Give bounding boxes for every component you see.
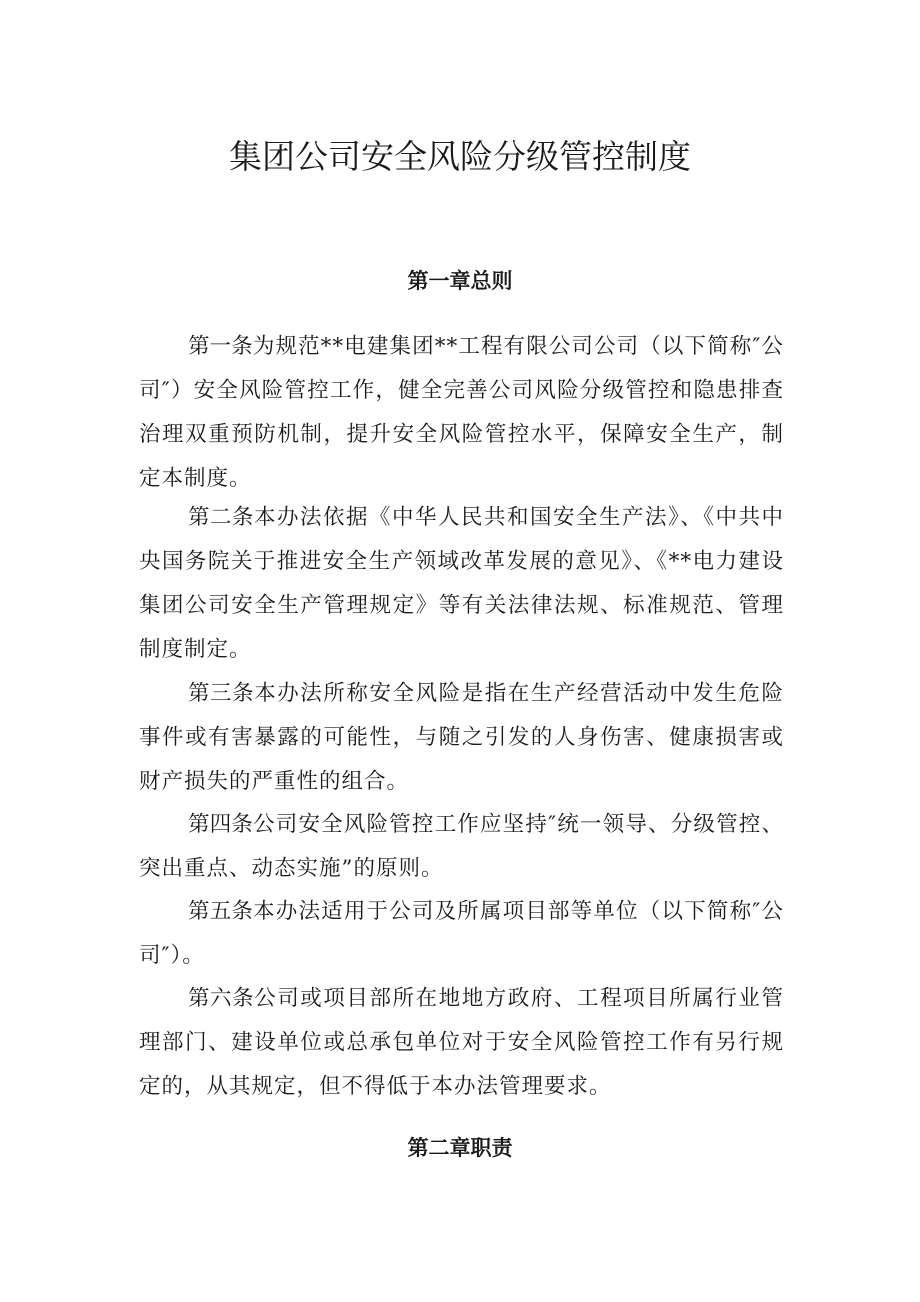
chapter-heading: 第一章总则	[407, 268, 513, 293]
article-paragraph	[139, 325, 784, 501]
article-paragraph	[139, 977, 784, 1109]
article-text: 公司或项目部所在地地方政府、工程项目所属行业管理部门、建设单位或总承包单位对于安全风险管控工作有另行规定的，从其规定，但不得低于本办法管理要求。	[139, 986, 784, 1099]
article-paragraph	[139, 803, 784, 891]
article-label: 第六条	[188, 986, 255, 1011]
article-text: 公司安全风险管控工作应坚持″统一领导、分级管控、突出重点、动态实施”的原则。	[139, 812, 784, 881]
article-paragraph	[139, 672, 784, 804]
document-title: 集团公司安全风险分级管控制度	[229, 137, 691, 176]
article-label: 第三条	[188, 681, 255, 706]
article-paragraph	[139, 496, 784, 672]
article-text: 本办法所称安全风险是指在生产经营活动中发生危险事件或有害暴露的可能性，与随之引发的人身伤害、健康损害或财产损失的严重性的组合。	[139, 681, 784, 794]
article-paragraph	[139, 890, 784, 978]
article-label: 第五条	[188, 899, 254, 924]
article-label: 第四条	[188, 812, 254, 837]
article-text: 为规范**电建集团**工程有限公司公司（以下简称″公司″）安全风险管控工作，健全完善公司风险分级管控和隐患排查治理双重预防机制，提升安全风险管控水平，保障安全生产，制定本制度。	[139, 334, 784, 491]
article-text: 本办法依据《中华人民共和国安全生产法》、《中共中央国务院关于推进安全生产领域改革发展的意见》、《**电力建设集团公司安全生产管理规定》等有关法律法规、标准规范、管理制度制定。	[139, 505, 784, 662]
chapter-heading: 第二章职责	[407, 1135, 513, 1160]
article-label: 第一条	[188, 334, 253, 359]
article-text: 本办法适用于公司及所属项目部等单位（以下简称″公司″）。	[139, 899, 784, 968]
article-label: 第二条	[188, 505, 254, 530]
